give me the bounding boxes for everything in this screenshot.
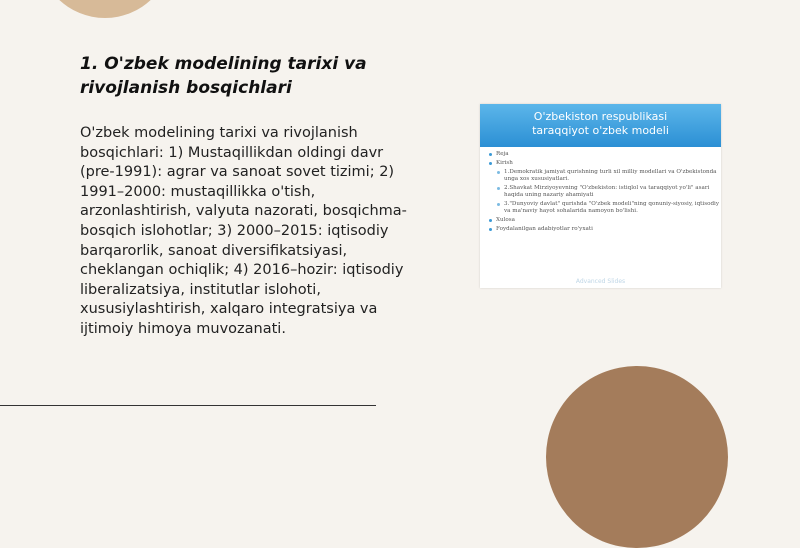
slide-footer-watermark: Advanced Slides [575, 278, 626, 285]
slide-sub-bullet-item: 2.Shavkat Mirziyoyevning "O'zbekiston: istiqlol va taraqqiyot yo'li" asari haqida uning nazariy ahamiyati [504, 185, 721, 199]
slide-title-line1: O'zbekiston respublikasi [533, 110, 668, 123]
slide-bullet-list [480, 151, 721, 233]
slide-thumbnail [480, 104, 721, 288]
decorative-circle-bottom [546, 366, 728, 548]
slide-header [480, 104, 721, 147]
page-title: 1. O'zbek modelining tarixi va rivojlanish bosqichlari [80, 54, 367, 98]
slide-sub-bullet-item: 1.Demokratik jamiyat qurishning turli xil milliy modellari va O'zbekistonda unga xos xususiyatlari. [504, 169, 721, 183]
body-paragraph: O'zbek modelining tarixi va rivojlanish bosqichlari: 1) Mustaqillikdan oldingi davr (pre-1991): agrar va sanoat sovet tizimi; 2) 1991–2000: mustaqillikka o'tish, arzonlashtirish, valyuta nazorati, bosqichma-bosqich islohotlar; 3) 2000–2015: iqtisodiy barqarorlik, sanoat diversifikatsiyasi, cheklangan ochiqlik; 4) 2016–hozir: iqtisodiy liberalizatsiya, institutlar islohoti, xususiylashtirish, xalqaro integratsiya va ijtimoiy himoya muvozanati. [80, 125, 407, 337]
slide-bullet-item: Xulosa [496, 217, 721, 224]
slide-bullet-item: Reja [496, 151, 721, 158]
slide-bullet-item: Kirish [496, 160, 721, 167]
divider-line [0, 405, 376, 406]
slide-sub-bullet-item: 3."Dunyoviy davlat" qurishda "O'zbek modeli"ning qonuniy-siyosiy, iqtisodiy va ma'naviy hayot sohalarida namoyon bo'lishi. [504, 201, 719, 214]
slide-bullet-item: Foydalanilgan adabiyotlar ro'yxati [496, 226, 721, 233]
decorative-circle-top [38, 0, 172, 18]
slide-title-line2: taraqqiyot o'zbek modeli [532, 124, 669, 137]
